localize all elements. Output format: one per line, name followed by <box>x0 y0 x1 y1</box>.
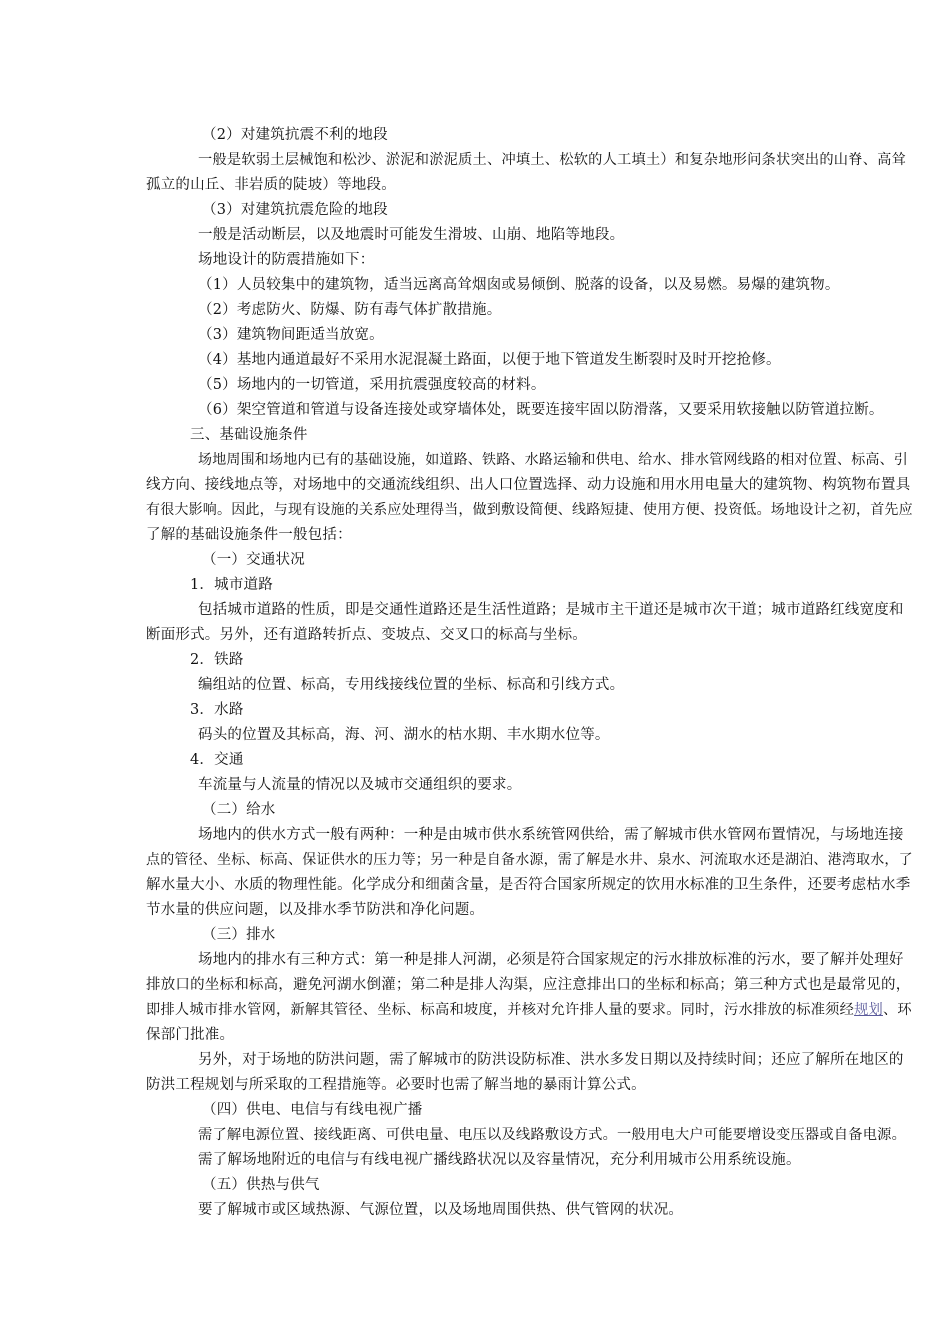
text-line: 编组站的位置、标高，专用线接线位置的坐标、标高和引线方式。 <box>198 677 625 693</box>
text-line: 有很大影响。因此，与现有设施的关系应处理得当，做到敷设简便、线路短捷、使用方便、投资低。场地设计之初，首先应 <box>146 502 913 518</box>
text-line: 车流量与人流量的情况以及城市交通组织的要求。 <box>198 777 522 793</box>
subheading-power-telecom: （四）供电、电信与有线电视广播 <box>202 1102 423 1118</box>
list-item: （1）人员较集中的建筑物，适当远离高耸烟囱或易倾倒、脱落的设备，以及易燃。易爆的建筑物。 <box>198 277 840 293</box>
text-line: 需了解场地附近的电信与有线电视广播线路状况以及容量情况，充分利用城市公用系统设施。 <box>198 1152 801 1168</box>
text-line: 需了解电源位置、接线距离、可供电量、电压以及线路敷设方式。一般用电大户可能要增设变压器或自备电源。 <box>198 1127 907 1143</box>
list-item: （2）考虑防火、防爆、防有毒气体扩散措施。 <box>198 302 502 318</box>
text-line: 一般是活动断层，以及地震时可能发生滑坡、山崩、地陷等地段。 <box>198 227 625 243</box>
subheading-water-supply: （二）给水 <box>202 802 276 818</box>
text-line: 场地周围和场地内已有的基础设施，如道路、铁路、水路运输和供电、给水、排水管网线路的相对位置、标高、引 <box>198 452 908 468</box>
text-line: 线方向、接线地点等，对场地中的交通流线组织、出人口位置选择、动力设施和用水用电量大的建筑物、构筑物布置具 <box>146 477 911 493</box>
heading-dangerous-sites: （3）对建筑抗震危险的地段 <box>202 202 388 218</box>
item-heading: 4．交通 <box>190 752 244 768</box>
text-line: 断面形式。另外，还有道路转折点、变坡点、交叉口的标高与坐标。 <box>146 627 587 643</box>
text-line: 要了解城市或区域热源、气源位置，以及场地周围供热、供气管网的状况。 <box>198 1202 684 1218</box>
text-line: 场地内的排水有三种方式：第一种是排人河湖，必须是符合国家规定的污水排放标准的污水，要了解并处理好 <box>198 952 904 968</box>
subheading-drainage: （三）排水 <box>202 927 276 943</box>
text-line: 了解的基础设施条件一般包括： <box>146 527 352 543</box>
text-line: 一般是软弱土层械饱和松沙、淤泥和淤泥质土、冲填土、松软的人工填土）和复杂地形问条状突出的山脊、高耸 <box>198 152 907 168</box>
text-segment: 、环 <box>882 1002 912 1018</box>
text-line: 场地内的供水方式一般有两种：一种是由城市供水系统管网供给，需了解城市供水管网布置情况，与场地连接 <box>198 827 904 843</box>
item-heading: 2．铁路 <box>190 652 244 668</box>
text-line: 防洪工程规划与所采取的工程措施等。必要时也需了解当地的暴雨计算公式。 <box>146 1077 646 1093</box>
list-item: （3）建筑物间距适当放宽。 <box>198 327 384 343</box>
text-line: 场地设计的防震措施如下： <box>198 252 375 268</box>
text-line: 码头的位置及其标高，海、河、湖水的枯水期、丰水期水位等。 <box>198 727 610 743</box>
list-item: （6）架空管道和管道与设备连接处或穿墙体处，既要连接牢固以防滑落，又要采用软接触以防管道拉断。 <box>198 402 884 418</box>
text-line: 排放口的坐标和标高，避免河湖水倒灌；第二种是排人沟渠，应注意排出口的坐标和标高；第三种方式也是最常见的， <box>146 977 911 993</box>
subheading-heat-gas: （五）供热与供气 <box>202 1177 320 1193</box>
text-line <box>146 998 916 1023</box>
heading-unfavorable-sites: （2）对建筑抗震不利的地段 <box>202 127 388 143</box>
document-page <box>146 123 916 1223</box>
text-line: 点的管径、坐标、标高、保证供水的压力等；另一种是自备水源，需了解是水井、泉水、河流取水还是湖泊、港湾取水，了 <box>146 852 913 868</box>
text-line: 另外，对于场地的防洪问题，需了解城市的防洪设防标准、洪水多发日期以及持续时间；还应了解所在地区的 <box>198 1052 904 1068</box>
text-segment: 即排人城市排水管网，新解其管径、坐标、标高和坡度，并核对允许排人量的要求。同时，污水排放的标准须经 <box>146 1002 855 1018</box>
item-heading: 3．水路 <box>190 702 244 718</box>
text-line: 解水量大小、水质的物理性能。化学成分和细菌含量，是否符合国家所规定的饮用水标准的卫生条件，还要考虑枯水季 <box>146 877 911 893</box>
section-heading-infrastructure: 三、基础设施条件 <box>190 427 308 443</box>
text-line: 孤立的山丘、非岩质的陡坡）等地段。 <box>146 177 396 193</box>
list-item: （5）场地内的一切管道，采用抗震强度较高的材料。 <box>198 377 546 393</box>
text-line: 保部门批准。 <box>146 1027 235 1043</box>
planning-link[interactable]: 规划 <box>854 1002 883 1018</box>
text-line: 包括城市道路的性质，即是交通性道路还是生活性道路；是城市主干道还是城市次干道；城市道路红线宽度和 <box>198 602 904 618</box>
text-line: 节水量的供应问题，以及排水季节防洪和净化问题。 <box>146 902 485 918</box>
subheading-traffic: （一）交通状况 <box>202 552 305 568</box>
list-item: （4）基地内通道最好不采用水泥混凝土路面，以便于地下管道发生断裂时及时开挖抢修。 <box>198 352 781 368</box>
item-heading: 1．城市道路 <box>190 577 273 593</box>
